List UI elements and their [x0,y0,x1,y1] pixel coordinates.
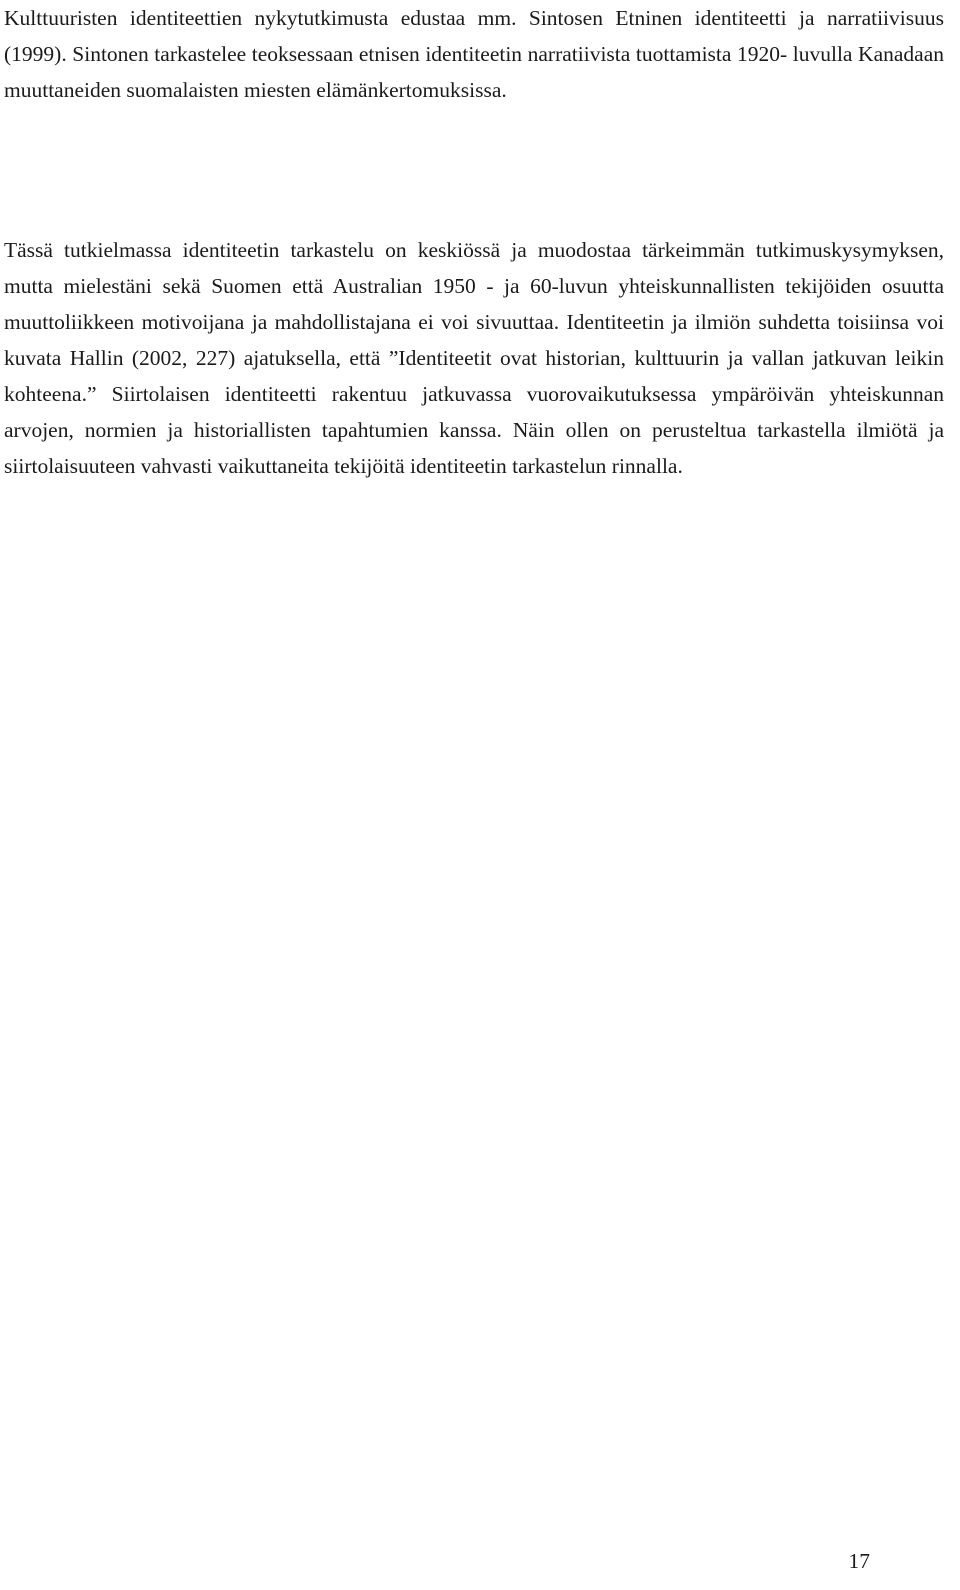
paragraph-2: Tässä tutkielmassa identiteetin tarkastelu on keskiössä ja muodostaa tärkeimmän tutkimuskysymyksen, mutta mielestäni sekä Suomen että Australian 1950 - ja 60-luvun yhteiskunnallisten tekijöiden osuutta muuttoliikkeen motivoijana ja mahdollistajana ei voi sivuuttaa. Identiteetin ja ilmiön suhdetta toisiinsa voi kuvata Hallin (2002, 227) ajatuksella, että ”Identiteetit ovat historian, kulttuurin ja vallan jatkuvan leikin kohteena.” Siirtolaisen identiteetti rakentuu jatkuvassa vuorovaikutuksessa ympäröivän yhteiskunnan arvojen, normien ja historiallisten tapahtumien kanssa. Näin ollen on perusteltua tarkastella ilmiötä ja siirtolaisuuteen vahvasti vaikuttaneita tekijöitä identiteetin tarkastelun rinnalla. [4,238,944,478]
paragraph-1: Kulttuuristen identiteettien nykytutkimusta edustaa mm. Sintosen Etninen identiteetti ja narratiivisuus (1999). Sintonen tarkastelee teoksessaan etnisen identiteetin narratiivista tuottamista 1920- luvulla Kanadaan muuttaneiden suomalaisten miesten elämänkertomuksissa. [4,6,944,102]
page-number: 17 [848,1549,870,1573]
